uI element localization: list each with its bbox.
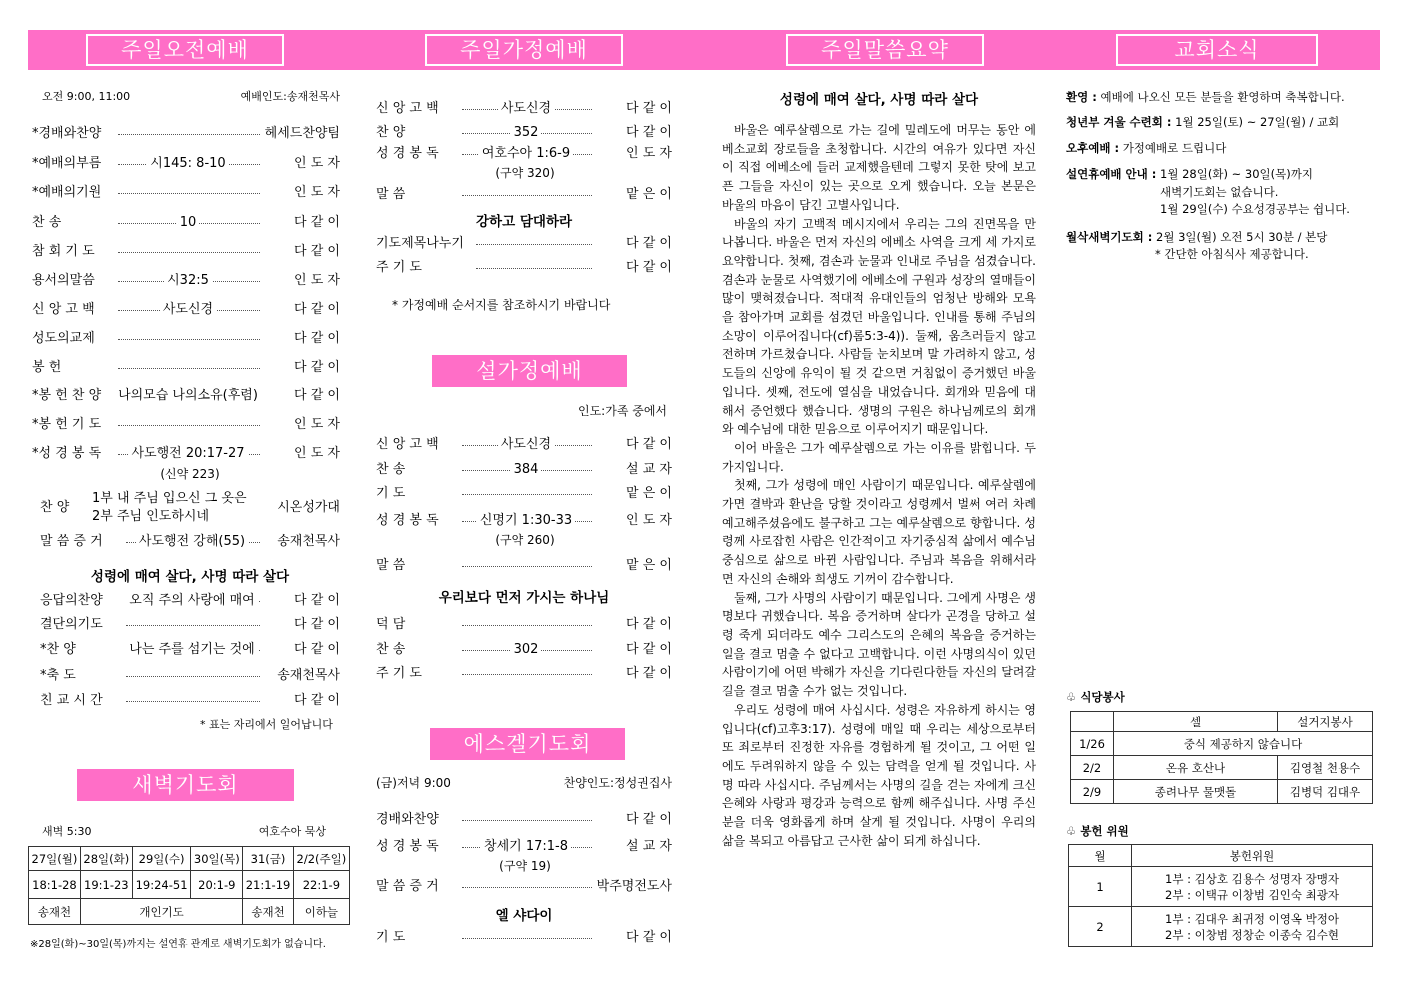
news-monthly-line-1: 2월 3일(월) 오전 5시 30분 / 본당 — [1156, 230, 1328, 244]
news-retreat-label: 청년부 겨울 수련회 : — [1066, 115, 1172, 129]
order-label: *봉 헌 찬 양 — [32, 388, 102, 403]
offering-header-row — [1069, 845, 1373, 867]
news-holiday-line-2: 새벽기도회는 없습니다. — [1160, 185, 1279, 199]
lunar-scripture-ref: (구약 260) — [495, 533, 555, 547]
order-detail: 10 — [112, 214, 264, 232]
order-leader: 인 도 자 — [294, 417, 340, 432]
choir-line-1: 1부 내 주님 입으신 그 옷은 — [92, 491, 247, 506]
order-leader: 다 같 이 — [294, 593, 340, 608]
order-label: 찬 송 — [376, 642, 406, 657]
leader-dots — [462, 625, 592, 626]
order-leader: 다 같 이 — [294, 642, 340, 657]
order-label: 말 씀 — [376, 558, 406, 573]
order-label: 응답의찬양 — [40, 593, 103, 608]
order-leader: 다 같 이 — [294, 693, 340, 708]
news-afternoon — [1066, 139, 1226, 157]
leader-dots — [462, 820, 592, 821]
news-holiday-label: 설연휴예배 안내 : — [1066, 167, 1157, 181]
order-detail: 신명기 1:30-33 — [456, 512, 596, 530]
dawn-time: 새벽 5:30 — [42, 825, 92, 838]
dawn-schedule-table — [28, 846, 350, 925]
order-leader: 다 같 이 — [294, 215, 340, 230]
order-detail: 나의모습 나의소유(후렴) — [112, 387, 264, 405]
morning-info — [42, 88, 340, 106]
meal-dish-cell: 김병덕 김대우 — [1278, 780, 1373, 804]
order-leader: 다 같 이 — [626, 617, 672, 632]
order-label: 성 경 봉 독 — [376, 146, 439, 161]
order-detail: 시145: 8-10 — [112, 155, 264, 173]
order-label: 찬 송 — [376, 462, 406, 477]
leader-dots — [462, 494, 592, 495]
order-leader: 다 같 이 — [626, 642, 672, 657]
order-leader: 다 같 이 — [626, 101, 672, 116]
morning-stand-note: * 표는 자리에서 일어납니다 — [200, 718, 333, 731]
order-row — [376, 145, 672, 163]
order-leader: 맡 은 이 — [626, 558, 672, 573]
dawn-text: 여호수아 묵상 — [258, 825, 326, 838]
ezekiel-title: 엘 샤다이 — [495, 908, 553, 924]
order-label: 말 씀 증 거 — [40, 534, 103, 549]
order-leader: 인 도 자 — [294, 446, 340, 461]
meal-header-cell: 셀 — [1114, 712, 1278, 732]
order-label: 용서의말씀 — [32, 273, 95, 288]
order-detail: 사도행전 강해(55) — [120, 533, 264, 551]
order-row — [32, 416, 340, 434]
offering-header-cell: 봉헌위원 — [1132, 845, 1373, 867]
order-row — [376, 485, 672, 503]
order-row — [40, 641, 340, 659]
dawn-day-cell: 2/2(주일) — [293, 847, 349, 871]
order-label: 신 앙 고 백 — [376, 101, 439, 116]
order-row — [32, 272, 340, 290]
dawn-note: ※28일(화)~30일(목)까지는 설연휴 관계로 새벽기도회가 없습니다. — [30, 939, 326, 950]
clover-icon: ♧ — [1066, 824, 1077, 838]
offering-line: 2부 : 이창범 정창순 이종숙 김수현 — [1165, 927, 1339, 942]
summary-paragraph: 둘째, 그가 사명의 사람이기 때문입니다. 그에게 사명은 생명보다 귀했습니다. 복음 증거하며 살다가 곤경을 당하고 설령 죽게 되더라도 예수 그리스도의 은혜의 복음을 증거하는 일을 결코 멈출 수 없다고 고백합니다. 이런 사명의식이 있던 사람이기에 어떤 박해가 자신을 기다린다한들 자신의 달려갈 길을 결코 멈출 수가 없는 것입니다. — [722, 590, 1036, 699]
order-detail: 오직 주의 사랑에 매여 — [120, 592, 264, 610]
meal-date: 2/9 — [1071, 780, 1114, 804]
news-holiday-line-3: 1월 29일(수) 수요성경공부는 쉽니다. — [1160, 202, 1350, 216]
order-leader: 헤세드찬양팀 — [264, 126, 340, 141]
offering-members — [1132, 867, 1373, 907]
leader-dots — [118, 425, 260, 426]
order-label: 봉 헌 — [32, 360, 62, 375]
lunar-leader: 인도:가족 중에서 — [578, 404, 668, 418]
leader-dots — [476, 268, 592, 269]
order-row — [376, 929, 672, 947]
order-row — [376, 557, 672, 575]
order-leader: 다 같 이 — [626, 437, 672, 452]
dawn-day-cell: 29일(수) — [132, 847, 191, 871]
order-label: *예배의부름 — [32, 156, 102, 171]
meal-dish-cell: 김영철 천용수 — [1278, 756, 1373, 780]
ezekiel-leader: 찬양인도:정성권집사 — [563, 776, 672, 790]
order-label: 신 앙 고 백 — [376, 437, 439, 452]
dawn-passage-cell: 22:1-9 — [293, 871, 349, 899]
order-label: 친 교 시 간 — [40, 693, 103, 708]
order-row — [40, 592, 340, 610]
meal-cell: 종려나무 물맷돌 — [1114, 780, 1278, 804]
order-leader: 인 도 자 — [294, 156, 340, 171]
header-sunday-morning: 주일오전예배 — [86, 34, 284, 66]
summary-paragraph: 이어 바울은 그가 예루살렘으로 가는 이유를 밝힙니다. 두 가지입니다. — [722, 440, 1036, 474]
order-row — [376, 641, 672, 659]
order-row — [376, 235, 672, 253]
news-welcome-label: 환영 : — [1066, 90, 1097, 104]
header-lunar-family: 설가정예배 — [432, 355, 627, 387]
meal-header-row — [1071, 712, 1373, 732]
news-holiday — [1066, 165, 1313, 183]
leader-dots — [118, 368, 260, 369]
dawn-info — [42, 823, 326, 841]
clover-icon: ♧ — [1066, 690, 1077, 704]
order-leader: 설 교 자 — [626, 462, 672, 477]
meal-row — [1071, 780, 1373, 804]
leader-dots — [118, 339, 260, 340]
order-label: 기도제목나누기 — [376, 236, 464, 251]
order-row — [376, 811, 672, 829]
order-row — [40, 692, 340, 710]
leader-dots — [126, 701, 260, 702]
dawn-day-cell: 31(금) — [243, 847, 294, 871]
order-label: *봉 헌 기 도 — [32, 417, 102, 432]
leader-dots — [476, 244, 592, 245]
morning-sermon-title: 성령에 매여 살다, 사명 따라 살다 — [90, 569, 290, 585]
order-detail: 창세기 17:1-8 — [456, 838, 596, 856]
order-leader: 다 같 이 — [626, 125, 672, 140]
order-label: 성 경 봉 독 — [376, 513, 439, 528]
header-sermon-summary: 주일말씀요약 — [786, 34, 984, 66]
leader-dots — [462, 566, 592, 567]
order-row — [376, 124, 672, 142]
order-row — [32, 184, 340, 202]
meal-header-blank — [1071, 712, 1114, 732]
leader-dots — [118, 252, 260, 253]
order-leader: 송재천목사 — [277, 534, 340, 549]
lunar-title: 우리보다 먼저 가시는 하나님 — [438, 590, 610, 606]
order-row — [376, 616, 672, 634]
dawn-passage-cell: 19:1-23 — [80, 871, 132, 899]
dawn-leader-cell: 송재천 — [29, 899, 81, 925]
family-note: * 가정예배 순서지를 참조하시기 바랍니다 — [392, 298, 611, 312]
order-label: *찬 양 — [40, 642, 76, 657]
order-label: 결단의기도 — [40, 617, 103, 632]
order-detail: 시32:5 — [112, 272, 264, 290]
dawn-leader-cell: 송재천 — [243, 899, 294, 925]
meal-date: 1/26 — [1071, 732, 1114, 756]
order-leader: 맡 은 이 — [626, 187, 672, 202]
order-detail: 사도신경 — [112, 301, 264, 319]
ezekiel-info — [376, 774, 672, 792]
order-label: *경배와찬양 — [32, 126, 102, 141]
leader-dots — [462, 887, 592, 888]
order-row — [32, 243, 340, 261]
header-church-news: 교회소식 — [1116, 34, 1318, 66]
choir-label: 찬 양 — [40, 500, 70, 515]
order-detail: 사도신경 — [456, 100, 596, 118]
order-row — [40, 616, 340, 634]
order-label: *예배의기원 — [32, 185, 102, 200]
leader-dots — [462, 195, 592, 196]
news-welcome — [1066, 88, 1345, 106]
order-leader: 송재천목사 — [277, 668, 340, 683]
summary-body — [722, 121, 1036, 850]
dawn-passage-cell: 19:24-51 — [132, 871, 191, 899]
order-leader: 다 같 이 — [626, 236, 672, 251]
order-leader: 다 같 이 — [626, 260, 672, 275]
offering-row — [1069, 907, 1373, 947]
news-monthly-label: 월삭새벽기도회 : — [1066, 230, 1153, 244]
order-leader: 맡 은 이 — [626, 486, 672, 501]
offering-heading — [1066, 822, 1129, 840]
summary-paragraph: 첫째, 그가 성령에 매인 사람이기 때문입니다. 예루살렘에 가면 결박과 환난을 당할 것이라고 성령께서 벌써 여러 차례 예고해주셨음에도 불구하고 그는 예루살렘으로 향합니다. 성령께 사로잡힌 사람은 인간적이고 자기중심적 삶에서 예수님 중심으로 삶으로 바뀐 사람입니다. 주님과 복음을 위해서라면 자신의 손해와 희생도 기꺼이 감수합니다. — [722, 478, 1036, 586]
order-row — [32, 445, 340, 463]
meal-heading — [1066, 688, 1125, 706]
meal-table — [1070, 711, 1373, 804]
offering-month: 2 — [1069, 907, 1132, 947]
order-leader: 다 같 이 — [294, 617, 340, 632]
order-label: 말 씀 — [376, 187, 406, 202]
order-leader: 다 같 이 — [626, 930, 672, 945]
dawn-leader-cell: 이하늘 — [293, 899, 349, 925]
order-row — [32, 301, 340, 319]
order-leader: 다 같 이 — [294, 388, 340, 403]
header-sunday-family: 주일가정예배 — [425, 34, 623, 66]
news-monthly — [1066, 228, 1327, 246]
meal-heading-text: 식당봉사 — [1080, 690, 1125, 704]
dawn-passage-cell: 20:1-9 — [191, 871, 243, 899]
order-row — [376, 665, 672, 683]
dawn-leader-cell: 개인기도 — [80, 899, 242, 925]
offering-heading-text: 봉헌 위원 — [1080, 824, 1129, 838]
leader-dots — [126, 676, 260, 677]
order-label: 경배와찬양 — [376, 812, 439, 827]
order-leader: 다 같 이 — [626, 812, 672, 827]
news-afternoon-text: 가정예배로 드립니다 — [1122, 141, 1227, 155]
order-label: 성도의교제 — [32, 331, 95, 346]
meal-header-cell: 설거지봉사 — [1278, 712, 1373, 732]
choir-line-2: 2부 주님 인도하시네 — [92, 509, 209, 524]
leader-dots — [462, 938, 592, 939]
order-row — [32, 387, 340, 405]
order-label: 신 앙 고 백 — [32, 302, 95, 317]
offering-line: 2부 : 이택규 이창범 김인숙 최광자 — [1165, 887, 1339, 902]
order-row — [376, 461, 672, 479]
leader-dots — [118, 193, 260, 194]
news-retreat — [1066, 113, 1339, 131]
morning-scripture-ref: (신약 223) — [160, 467, 220, 481]
order-leader: 설 교 자 — [626, 839, 672, 854]
order-label: 말 씀 증 거 — [376, 879, 439, 894]
order-leader: 인 도 자 — [626, 146, 672, 161]
order-row — [32, 359, 340, 377]
offering-line: 1부 : 김상호 김용수 성명자 장맹자 — [1165, 871, 1339, 886]
order-row — [376, 838, 672, 856]
choir-name: 시온성가대 — [277, 500, 340, 515]
news-afternoon-label: 오후예배 : — [1066, 141, 1120, 155]
order-row — [32, 214, 340, 232]
meal-row — [1071, 756, 1373, 780]
order-leader: 다 같 이 — [626, 666, 672, 681]
meal-cell: 중식 제공하지 않습니다 — [1114, 732, 1373, 756]
ezekiel-scripture-ref: (구약 19) — [499, 859, 551, 873]
order-row — [40, 667, 340, 685]
leader-dots — [118, 134, 260, 135]
order-label: 기 도 — [376, 930, 406, 945]
order-label: *성 경 봉 독 — [32, 446, 102, 461]
order-label: *축 도 — [40, 668, 76, 683]
meal-row — [1071, 732, 1373, 756]
order-detail: 384 — [456, 461, 596, 479]
order-row — [376, 878, 672, 896]
order-label: 성 경 봉 독 — [376, 839, 439, 854]
dawn-day-cell: 27일(월) — [29, 847, 81, 871]
order-leader: 다 같 이 — [294, 244, 340, 259]
header-ezekiel-prayer: 에스겔기도회 — [430, 728, 625, 760]
leader-dots — [126, 625, 260, 626]
offering-row — [1069, 867, 1373, 907]
order-row — [32, 125, 340, 143]
summary-paragraph: 바울은 예루살렘으로 가는 길에 밀레도에 머무는 동안 에베소교회 장로들을 초청합니다. 시간의 여유가 있다면 자신이 직접 에베소에 들러 교제했을텐데 그렇지 못한 탓에 보고픈 그들을 자신이 있는 곳으로 오게 했습니다. 오늘 본문은 바울의 마음이 담긴 고별사입니다. — [722, 123, 1036, 212]
dawn-passage-cell: 21:1-19 — [243, 871, 294, 899]
order-row — [376, 259, 672, 277]
order-detail: 사도신경 — [456, 436, 596, 454]
order-label: 참 회 기 도 — [32, 244, 95, 259]
order-leader: 다 같 이 — [294, 360, 340, 375]
summary-title: 성령에 매여 살다, 사명 따라 살다 — [779, 92, 979, 108]
order-label: 주 기 도 — [376, 666, 422, 681]
family-title: 강하고 담대하라 — [476, 214, 572, 230]
summary-paragraph: 우리도 성령에 매여 사십시다. 성령은 자유하게 하시는 영입니다(cf)고후3:17). 성령에 매일 때 우리는 세상으로부터 또 죄로부터 진정한 자유를 경험하게 될 것이고, 그 어떤 일에도 두려워하지 않을 수 있는 담력을 얻게 될 것입니다. 사명 따라 사십시다. 주님께서는 사명의 길을 걷는 자에게 크신 은혜와 사랑과 평강과 능력으로 함께 해주십니다. 사명 주신 분을 더욱 영화롭게 하며 살게 될 것입니다. 사명이 우리의 삶을 복되고 아름답고 근사한 삶이 되게 하십니다. — [722, 702, 1036, 848]
offering-month: 1 — [1069, 867, 1132, 907]
morning-leader: 예배인도:송재천목사 — [240, 90, 340, 103]
order-row — [376, 100, 672, 118]
leader-dots — [462, 674, 592, 675]
meal-cell: 온유 호산나 — [1114, 756, 1278, 780]
order-row — [32, 155, 340, 173]
order-leader: 다 같 이 — [294, 302, 340, 317]
order-detail: 나는 주를 섬기는 것에 — [120, 641, 264, 659]
order-detail: 302 — [456, 641, 596, 659]
offering-table — [1068, 844, 1373, 947]
morning-choir — [40, 490, 340, 526]
news-welcome-text: 예배에 나오신 모든 분들을 환영하며 축복합니다. — [1100, 90, 1345, 104]
news-holiday-line-1: 1월 28일(화) ~ 30일(목)까지 — [1160, 167, 1313, 181]
order-leader: 인 도 자 — [294, 185, 340, 200]
news-retreat-text: 1월 25일(토) ~ 27일(월) / 교회 — [1175, 115, 1340, 129]
order-label: 찬 양 — [376, 125, 406, 140]
order-detail: 사도행전 20:17-27 — [112, 445, 264, 463]
family-scripture-ref: (구약 320) — [495, 166, 555, 180]
offering-header-cell: 월 — [1069, 845, 1132, 867]
order-detail: 352 — [456, 124, 596, 142]
order-leader: 인 도 자 — [626, 513, 672, 528]
order-detail: 여호수아 1:6-9 — [456, 145, 596, 163]
header-dawn-prayer: 새벽기도회 — [77, 769, 294, 801]
ezekiel-time: (금)저녁 9:00 — [376, 776, 451, 790]
order-row — [32, 330, 340, 348]
summary-paragraph: 바울의 자기 고백적 메시지에서 우리는 그의 진면목을 만나봅니다. 바울은 먼저 자신의 에베소 사역을 크게 세 가지로 요약합니다. 첫째, 겸손과 눈물과 인내로 주님을 섬겼습니다. 겸손과 눈물로 사역했기에 에베소에 구원과 성장의 열매들이 많이 맺혀졌습니다. 적대적 유대인들의 엄청난 방해와 모욕을 참아가며 교회를 섬겼던 바울입니다. 인내를 통해 주님의 소망이 이루어집니다(cf)롬5:3-4)). 둘째, 움츠러들지 않고 전하며 가르쳤습니다. 사람들 눈치보며 말 가려하지 않고, 성도들의 신앙에 유익이 될 것 같으면 거침없이 증거했던 바울입니다. 셋째, 전도에 열심을 내었습니다. 회개와 믿음에 대해서 증언했다 했습니다. 생명의 구원은 하나님께로의 회개와 예수님에 대한 믿음으로 이루어지기 때문입니다. — [722, 216, 1036, 437]
order-row — [376, 436, 672, 454]
news-monthly-line-2: * 간단한 아침식사 제공합니다. — [1155, 247, 1309, 261]
order-row — [376, 186, 672, 204]
meal-date: 2/2 — [1071, 756, 1114, 780]
dawn-leaders-row — [29, 899, 350, 925]
order-leader: 박주명전도사 — [596, 879, 672, 894]
order-leader: 다 같 이 — [294, 331, 340, 346]
order-label: 기 도 — [376, 486, 406, 501]
morning-time: 오전 9:00, 11:00 — [42, 90, 131, 103]
order-label: 덕 담 — [376, 617, 406, 632]
order-label: 찬 송 — [32, 215, 62, 230]
order-row — [40, 533, 340, 551]
offering-line: 1부 : 김대우 최귀정 이영옥 박정아 — [1165, 911, 1339, 926]
order-leader: 인 도 자 — [294, 273, 340, 288]
dawn-day-cell: 28일(화) — [80, 847, 132, 871]
dawn-passage-cell: 18:1-28 — [29, 871, 81, 899]
order-label: 주 기 도 — [376, 260, 422, 275]
offering-members — [1132, 907, 1373, 947]
order-row — [376, 512, 672, 530]
dawn-day-cell: 30일(목) — [191, 847, 243, 871]
